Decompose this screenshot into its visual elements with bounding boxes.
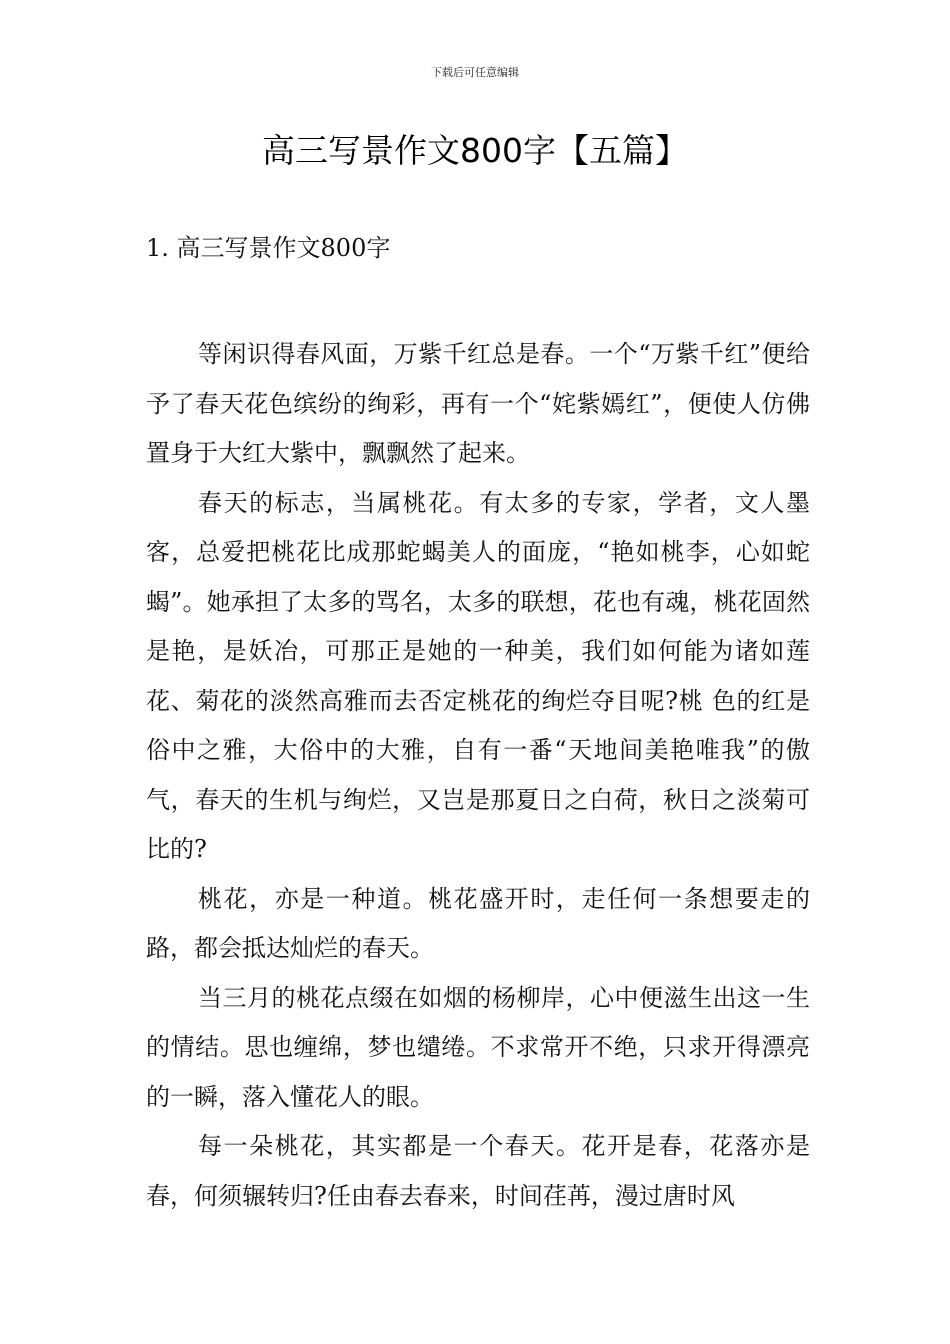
paragraph-1: 等闲识得春风面，万紫千红总是春。一个“万紫千红”便给予了春天花色缤纷的绚彩，再有一个“姹紫嫣红”，便使人仿佛置身于大红大紫中，飘飘然了起来。 (146, 340, 810, 467)
body-text (146, 330, 810, 1221)
paragraph-2: 春天的标志，当属桃花。有太多的专家，学者，文人墨客，总爱把桃花比成那蛇蝎美人的面庞，“艳如桃李，心如蛇蝎”。她承担了太多的骂名，太多的联想，花也有魂，桃花固然是艳，是妖冶，可那正是她的一种美，我们如何能为诸如莲花、菊花的淡然高雅而去否定桃花的绚烂夺目呢?桃 色的红是俗中之雅，大俗中的大雅，自有一番“天地间美艳唯我”的傲气，春天的生机与绚烂，又岂是那夏日之白荷，秋日之淡菊可比的? (146, 488, 810, 863)
section-heading: 1. 高三写景作文800字 (146, 234, 391, 262)
document-title: 高三写景作文800字【五篇】 (262, 131, 688, 170)
paragraph-5: 每一朵桃花，其实都是一个春天。花开是春，花落亦是春，何须辗转归?任由春去春来，时间荏苒，漫过唐时风 (146, 1132, 810, 1210)
paragraph-4: 当三月的桃花点缀在如烟的杨柳岸，心中便滋生出这一生的情结。思也缠绵，梦也缱绻。不求常开不绝，只求开得漂亮的一瞬，落入懂花人的眼。 (146, 983, 810, 1111)
paragraph-3: 桃花，亦是一种道。桃花盛开时，走任何一条想要走的路，都会抵达灿烂的春天。 (146, 884, 810, 962)
header-note: 下载后可任意编辑 (431, 66, 519, 79)
